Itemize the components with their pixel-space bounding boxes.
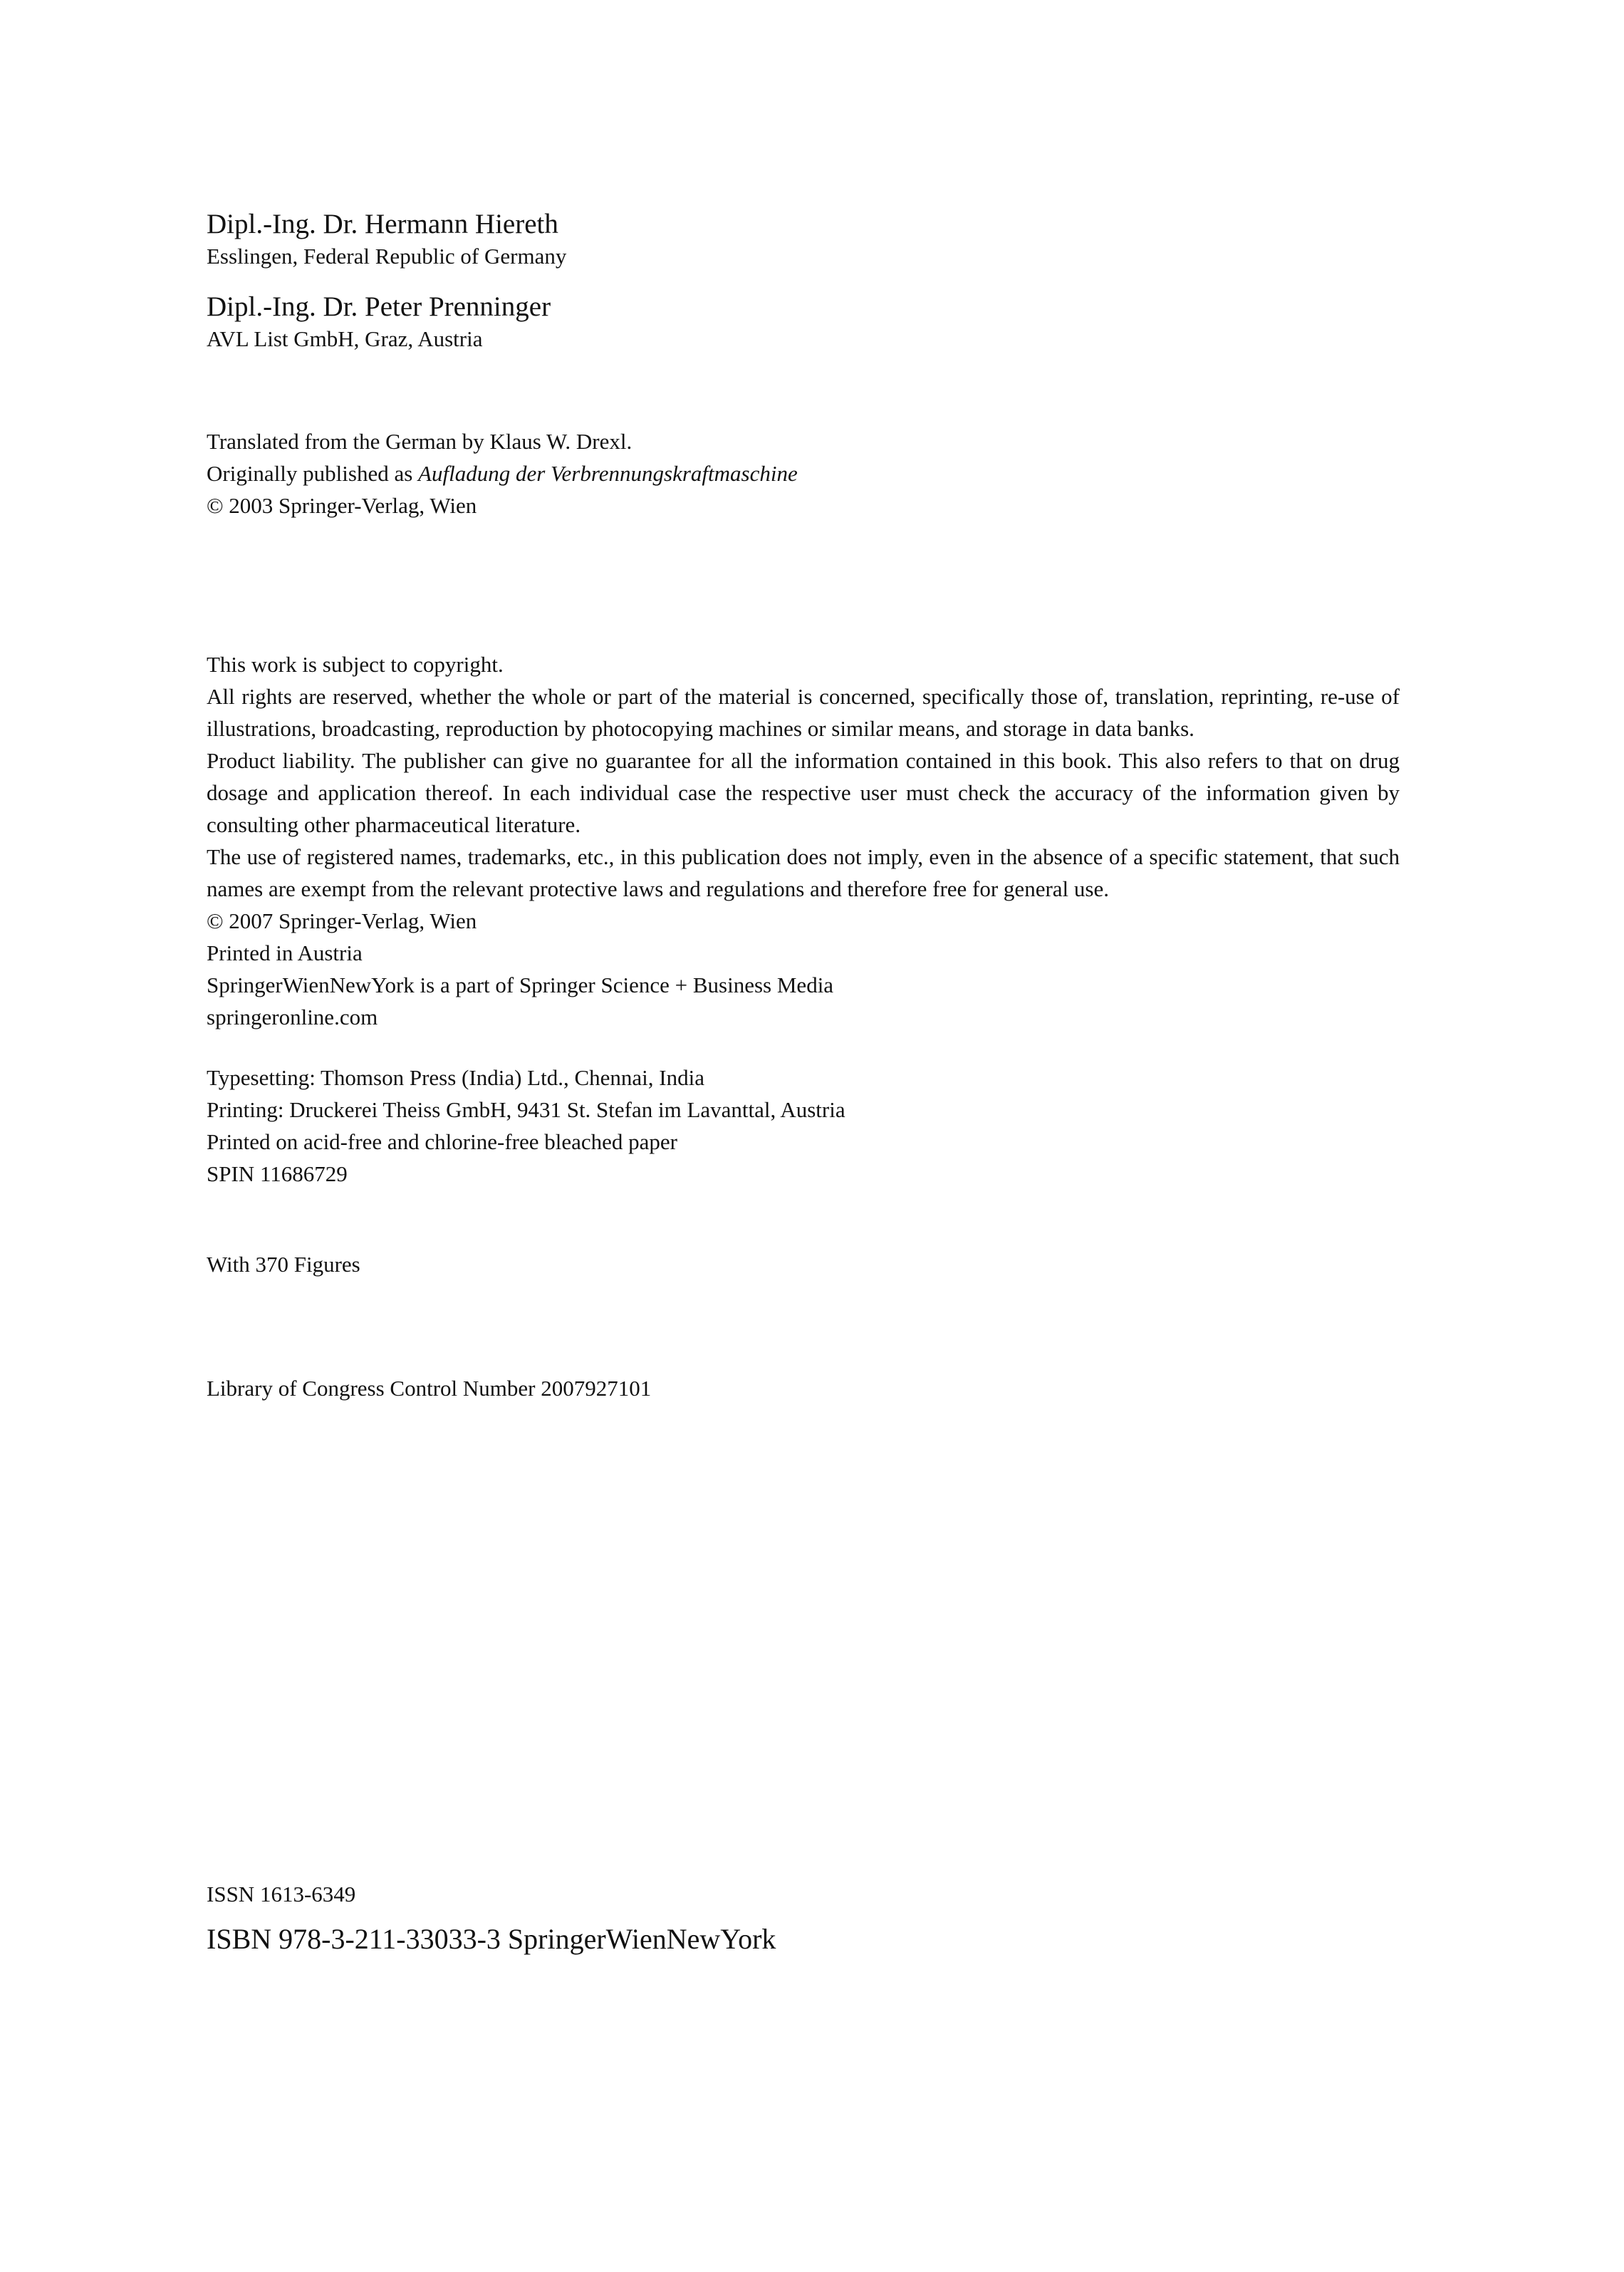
isbn-block [207, 1920, 1400, 1959]
original-prefix: Originally published as [207, 461, 419, 486]
website-line: springeronline.com [207, 1005, 378, 1029]
printed-in-line: Printed in Austria [207, 940, 363, 965]
loc-block [207, 1372, 1400, 1404]
author-affiliation: Esslingen, Federal Republic of Germany [207, 244, 567, 269]
printing-line: Printing: Druckerei Theiss GmbH, 9431 St. Stefan im Lavanttal, Austria [207, 1097, 845, 1122]
production-block [207, 1062, 1400, 1190]
translator-line: Translated from the German by Klaus W. Drexl. [207, 429, 633, 454]
copyright-block [207, 648, 1400, 1033]
author-block-2 [207, 289, 1400, 353]
original-title: Aufladung der Verbrennungskraftmaschine [418, 461, 798, 486]
author-name: Dipl.-Ing. Dr. Hermann Hiereth [207, 209, 558, 239]
isbn-line: ISBN 978-3-211-33033-3 SpringerWienNewYork [207, 1923, 776, 1955]
author-block-1 [207, 207, 1400, 271]
copyright-subject: This work is subject to copyright. [207, 652, 504, 677]
liability-paragraph: Product liability. The publisher can give no guarantee for all the information contained in this book. This also refers to that on drug dosage and application thereof. In each individual case the respective user must check the accuracy of the information given by consulting other pharmaceutical literature. [207, 748, 1400, 837]
translation-block [207, 425, 1400, 522]
trademarks-paragraph: The use of registered names, trademarks, etc., in this publication does not imply, even in the absence of a specific statement, that such names are exempt from the relevant protective laws and regulations and therefore free for general use. [207, 844, 1400, 901]
original-publication-line [207, 457, 1400, 489]
paper-line: Printed on acid-free and chlorine-free bleached paper [207, 1129, 677, 1154]
spin-line: SPIN 11686729 [207, 1161, 348, 1186]
issn-line: ISSN 1613-6349 [207, 1882, 356, 1907]
figures-block [207, 1248, 1400, 1280]
original-copyright-line: © 2003 Springer-Verlag, Wien [207, 493, 477, 518]
copyright-year-line: © 2007 Springer-Verlag, Wien [207, 908, 477, 933]
publisher-line: SpringerWienNewYork is a part of Springer Science + Business Media [207, 972, 834, 997]
typesetting-line: Typesetting: Thomson Press (India) Ltd., Chennai, India [207, 1065, 704, 1090]
loc-line: Library of Congress Control Number 2007927101 [207, 1376, 652, 1401]
issn-block [207, 1878, 1400, 1910]
figures-line: With 370 Figures [207, 1252, 360, 1277]
author-name: Dipl.-Ing. Dr. Peter Prenninger [207, 291, 551, 322]
rights-paragraph: All rights are reserved, whether the whole or part of the material is concerned, specifically those of, translation, reprinting, re-use of illustrations, broadcasting, reproduction by photocopying machines or similar means, and storage in data banks. [207, 684, 1400, 741]
author-affiliation: AVL List GmbH, Graz, Austria [207, 326, 483, 351]
